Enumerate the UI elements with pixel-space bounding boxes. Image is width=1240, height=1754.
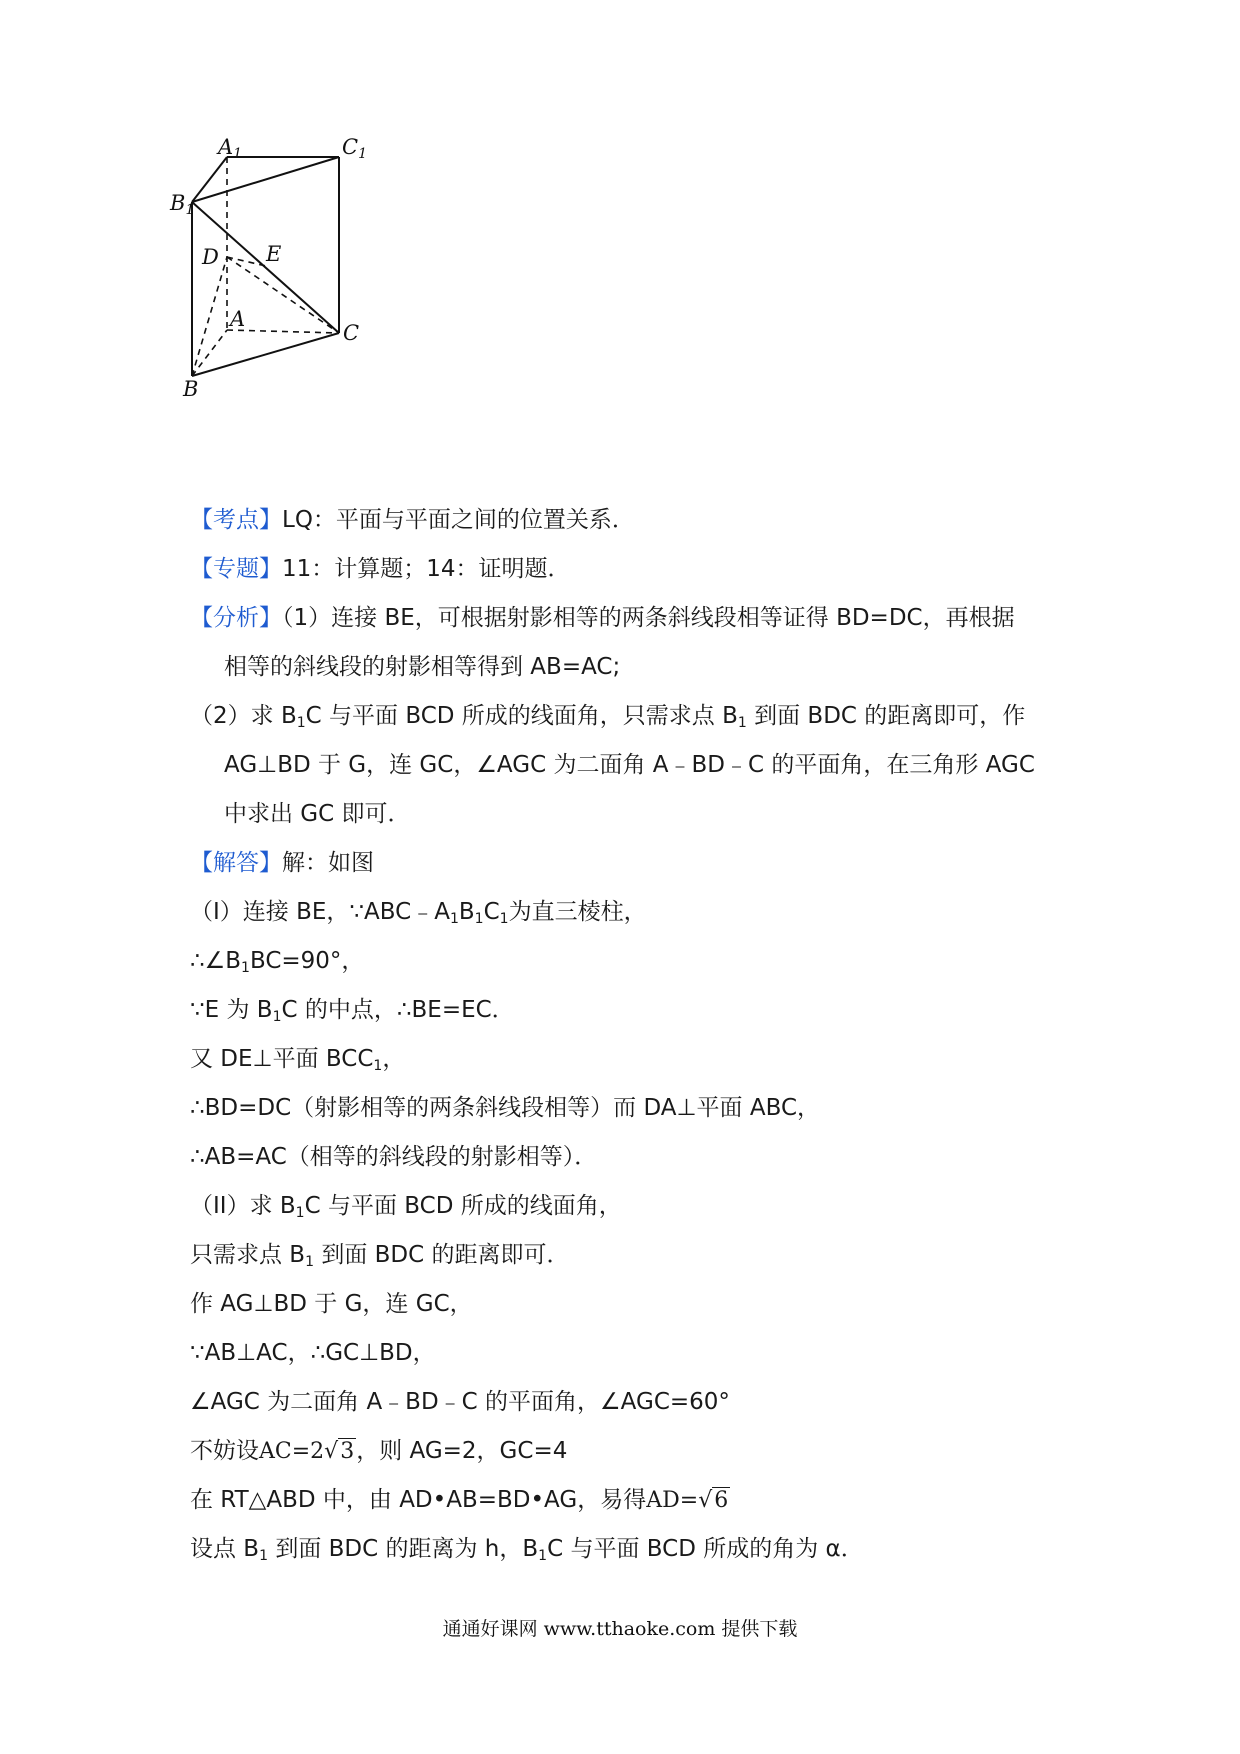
formula-ac: AC=2 xyxy=(259,1439,325,1464)
label-a1: A1 xyxy=(218,135,243,162)
fenxi-line-2: 相等的斜线段的射影相等得到 AB=AC; xyxy=(224,654,621,680)
fenxi-line-3: （2）求 $B_1C$ 与平面 BCD 所成的线面角，只需求点 $B_1$ 到面 BDC 的距离即可，作 xyxy=(190,703,1026,731)
label-a: A xyxy=(230,307,246,331)
fenxi-line-1: 【分析】（1）连接 BE，可根据射影相等的两条斜线段相等证得 BD=DC，再根据 xyxy=(190,605,1015,631)
edge-b-a xyxy=(192,330,227,376)
sqrt-3: √3 xyxy=(324,1439,355,1464)
step-11: ∠AGC 为二面角 A﹣BD﹣C 的平面角，∠AGC=60° xyxy=(190,1389,730,1415)
jieda-tag: 【解答】 xyxy=(190,850,282,876)
step-9: 作 AG⊥BD 于 G，连 GC， xyxy=(190,1291,473,1317)
step-7: （II）求 $B_1C$ 与平面 BCD 所成的线面角， xyxy=(190,1193,622,1221)
zhuanti-tag: 【专题】 xyxy=(190,556,282,582)
jieda-line: 【解答】解：如图 xyxy=(190,850,374,876)
label-b1: B1 xyxy=(170,191,195,218)
prism-figure xyxy=(170,135,420,450)
solution-text xyxy=(190,496,1070,1574)
step-14: 设点 $B_1$ 到面 BDC 的距离为 h，$B_1C$ 与平面 BCD 所成的角为 α． xyxy=(190,1536,864,1564)
label-d: D xyxy=(202,245,219,269)
edge-b1-c1 xyxy=(192,157,339,202)
step-2: $\therefore\angle B_1BC=90^\circ$， xyxy=(190,948,365,976)
fenxi-line-4: AG⊥BD 于 G，连 GC，∠AGC 为二面角 A﹣BD﹣C 的平面角，在三角形 AGC xyxy=(224,752,1035,778)
step-13: 在 RT△ABD 中，由 AD•AB=BD•AG，易得AD=√6 xyxy=(190,1476,1070,1525)
kaodian-line: 【考点】LQ：平面与平面之间的位置关系． xyxy=(190,507,635,533)
edge-b-d xyxy=(192,257,227,376)
kaodian-tag: 【考点】 xyxy=(190,507,282,533)
step-10: ∵AB⊥AC，∴GC⊥BD， xyxy=(190,1340,436,1366)
edge-b-c xyxy=(192,333,339,376)
step-6: ∴AB=AC（相等的斜线段的射影相等）． xyxy=(190,1144,598,1170)
label-b: B xyxy=(183,377,199,401)
fenxi-tag: 【分析】 xyxy=(190,605,282,631)
step-12: 不妨设AC=2√3，则 AG=2，GC=4 xyxy=(190,1427,1070,1476)
zhuanti-line: 【专题】11：计算题；14：证明题． xyxy=(190,556,571,582)
sqrt-6: √6 xyxy=(698,1488,729,1513)
label-e: E xyxy=(266,242,282,266)
edge-a1-b1 xyxy=(192,157,227,202)
page-footer: 通通好课网 www.tthaoke.com 提供下载 xyxy=(442,1618,798,1640)
fenxi-line-5: 中求出 GC 即可． xyxy=(224,801,411,827)
formula-ad: AD= xyxy=(646,1488,699,1513)
step-5: ∴BD=DC（射影相等的两条斜线段相等）而 DA⊥平面 ABC， xyxy=(190,1095,821,1121)
label-c1: C1 xyxy=(342,135,367,162)
step-1: （I）连接 BE，$\because ABC﹣A_1B_1C_1$为直三棱柱， xyxy=(190,899,647,927)
step-8: 只需求点 $B_1$ 到面 BDC 的距离即可． xyxy=(190,1242,570,1270)
step-4: 又 DE⊥平面 $BCC_1$， xyxy=(190,1046,406,1074)
label-c: C xyxy=(343,321,360,345)
step-3: ∵E 为 $B_1C$ 的中点，∴BE=EC． xyxy=(190,997,515,1025)
